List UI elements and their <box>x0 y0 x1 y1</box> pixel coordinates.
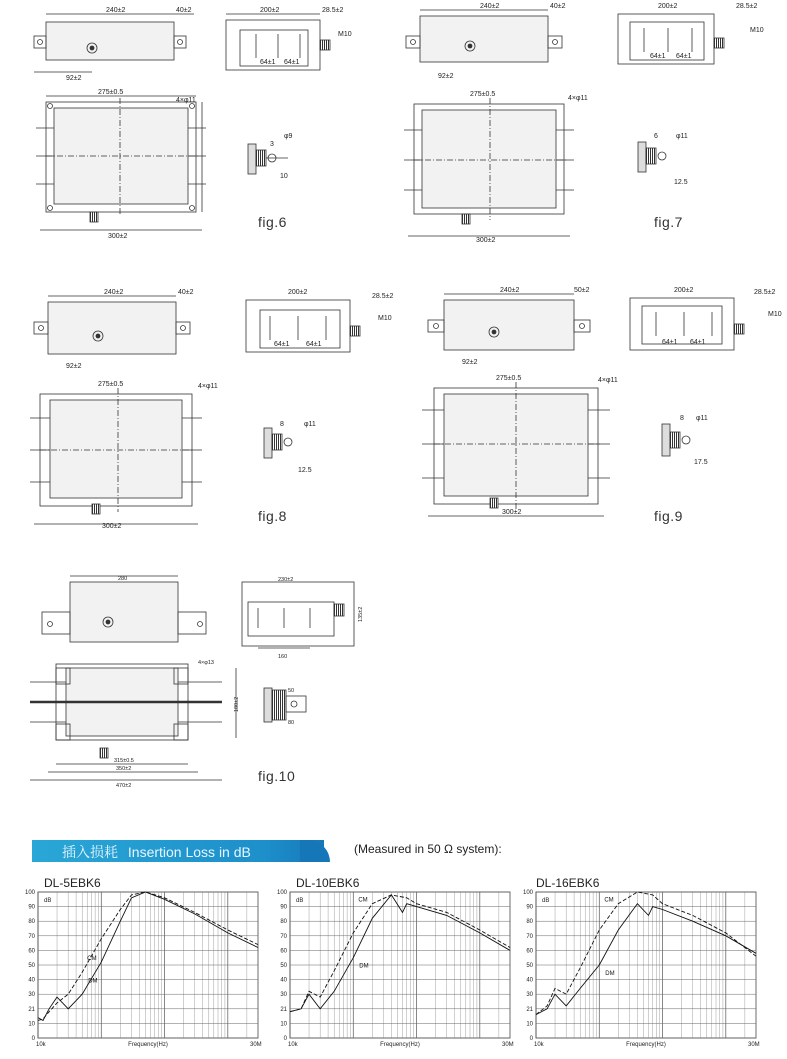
fig8-dim-holes: 4×φ11 <box>198 383 218 390</box>
fig9-dim-a: 8 <box>680 415 684 422</box>
fig8-dim-total: 300±2 <box>102 523 122 530</box>
fig7-dim-top-len: 240±2 <box>480 3 500 10</box>
fig10-dim-bottom: 160 <box>278 654 288 660</box>
fig10-dim-holes: 4×φ13 <box>198 660 214 666</box>
fig6-dim-pitch-b: 64±1 <box>284 59 300 66</box>
fig6-dim-a: 3 <box>270 141 274 148</box>
fig8-dim-a: 8 <box>280 421 284 428</box>
y-tick-label: 50 <box>28 963 35 969</box>
y-tick-label: 100 <box>522 890 533 896</box>
y-tick-label: 60 <box>526 948 533 955</box>
fig6-dim-offset: 92±2 <box>66 75 82 82</box>
fig6-dim-m10: M10 <box>338 31 352 38</box>
figure-6 <box>26 6 396 246</box>
y-tick-label: 90 <box>526 904 533 911</box>
insertion-loss-chart-1 <box>24 888 266 1054</box>
section-banner-tip <box>300 840 330 862</box>
fig9-dim-b: φ11 <box>696 415 708 422</box>
x-axis-label: Frequency(Hz) <box>128 1042 168 1048</box>
fig10-dim-inner: 315±0.5 <box>114 758 134 764</box>
fig10-dim-front-w: 230±2 <box>278 577 294 583</box>
fig7-dim-m10: M10 <box>750 27 764 34</box>
chart-title-2: DL-10EBK6 <box>296 876 360 890</box>
fig6-dim-total: 300±2 <box>108 233 128 240</box>
y-tick-label: 90 <box>280 904 287 911</box>
series-label: DM <box>359 963 369 970</box>
series-label: CM <box>604 897 614 904</box>
y-tick-label: 40 <box>28 977 35 984</box>
chart-title-3: DL-16EBK6 <box>536 876 600 890</box>
y-unit-label: dB <box>44 898 52 904</box>
fig7-dim-c: 12.5 <box>674 179 688 186</box>
fig10-dim-a: 50 <box>288 688 295 694</box>
x-tick-label: 30M <box>250 1042 262 1048</box>
series-label: CM <box>87 956 97 963</box>
fig9-dim-top-len: 240±2 <box>500 287 520 294</box>
fig7-dim-top-side: 40±2 <box>550 3 566 10</box>
y-tick-label: 60 <box>280 948 287 955</box>
y-unit-label: dB <box>296 898 304 904</box>
y-tick-label: 30 <box>280 992 287 999</box>
y-tick-label: 30 <box>28 992 35 999</box>
fig10-label: fig.10 <box>258 768 296 784</box>
fig9-dim-pitch-b: 64±1 <box>690 339 706 346</box>
fig8-drawing <box>26 288 406 532</box>
fig9-dim-pitch-a: 64±1 <box>662 339 678 346</box>
fig8-dim-inner-w: 275±0.5 <box>98 381 124 388</box>
y-tick-label: 100 <box>276 890 287 896</box>
y-tick-label: 0 <box>283 1036 287 1042</box>
fig8-dim-top-side: 40±2 <box>178 289 194 296</box>
fig7-dim-pitch-b: 64±1 <box>676 53 692 60</box>
banner-title-en: Insertion Loss in dB <box>127 844 251 860</box>
fig7-dim-b: φ11 <box>676 133 688 140</box>
figure-9 <box>414 286 784 530</box>
fig8-dim-top-len: 240±2 <box>104 289 124 296</box>
x-tick-label: 10k <box>36 1042 46 1048</box>
fig6-dim-front-w: 200±2 <box>260 7 280 14</box>
fig10-dim-mid: 350±2 <box>116 766 132 772</box>
fig6-dim-c: 10 <box>280 173 288 180</box>
y-tick-label: 10 <box>526 1021 533 1028</box>
fig6-dim-b: φ9 <box>284 133 293 140</box>
banner-title-cn: 插入损耗 <box>62 844 118 860</box>
section-banner-title <box>62 842 257 862</box>
y-tick-label: 80 <box>280 919 287 926</box>
y-tick-label: 60 <box>28 948 35 955</box>
y-tick-label: 40 <box>526 977 533 984</box>
x-tick-label: 10k <box>534 1042 544 1048</box>
y-tick-label: 0 <box>31 1036 35 1042</box>
fig9-label: fig.9 <box>654 508 683 524</box>
y-tick-label: 70 <box>526 933 533 940</box>
y-tick-label: 10 <box>280 1021 287 1028</box>
fig10-dim-top-len: 280 <box>118 576 128 582</box>
fig7-dim-offset: 92±2 <box>438 73 454 80</box>
y-tick-label: 10 <box>28 1021 35 1028</box>
fig6-dim-holes: 4×φ11 <box>176 97 196 104</box>
fig9-dim-front-w: 200±2 <box>674 287 694 294</box>
fig8-dim-m10: M10 <box>378 315 392 322</box>
fig10-dim-b: 80 <box>288 720 295 726</box>
fig6-dim-inner-w: 275±0.5 <box>98 89 124 96</box>
y-tick-label: 70 <box>28 933 35 940</box>
fig6-dim-front-side: 28.5±2 <box>322 7 344 14</box>
fig7-dim-front-w: 200±2 <box>658 3 678 10</box>
fig9-dim-front-side: 28.5±2 <box>754 289 776 296</box>
x-axis-label: Frequency(Hz) <box>626 1042 666 1048</box>
fig7-drawing <box>400 2 780 246</box>
fig10-dim-depth: 180±2 <box>234 696 240 712</box>
y-tick-label: 21 <box>280 1006 287 1013</box>
fig6-dim-pitch-a: 64±1 <box>260 59 276 66</box>
figure-8 <box>26 288 406 532</box>
x-tick-label: 10k <box>288 1042 298 1048</box>
fig8-dim-b: φ11 <box>304 421 316 428</box>
y-tick-label: 30 <box>526 992 533 999</box>
y-tick-label: 100 <box>24 890 35 896</box>
x-tick-label: 30M <box>748 1042 760 1048</box>
fig7-dim-a: 6 <box>654 133 658 140</box>
fig7-dim-total: 300±2 <box>476 237 496 244</box>
y-tick-label: 0 <box>529 1036 533 1042</box>
fig8-dim-pitch-a: 64±1 <box>274 341 290 348</box>
fig8-dim-c: 12.5 <box>298 467 312 474</box>
figure-7 <box>400 2 780 246</box>
insertion-loss-chart-2 <box>276 888 518 1054</box>
fig7-dim-front-side: 28.5±2 <box>736 3 758 10</box>
figure-10 <box>26 572 386 794</box>
fig6-dim-top-side: 40±2 <box>176 7 192 14</box>
fig8-dim-pitch-b: 64±1 <box>306 341 322 348</box>
series-label: CM <box>358 897 368 904</box>
y-tick-label: 21 <box>526 1006 533 1013</box>
fig7-dim-holes: 4×φ11 <box>568 95 588 102</box>
fig8-dim-front-w: 200±2 <box>288 289 308 296</box>
fig6-dim-top-len: 240±2 <box>106 7 126 14</box>
y-tick-label: 50 <box>526 963 533 969</box>
fig9-dim-total: 300±2 <box>502 509 522 516</box>
fig10-dim-total: 470±2 <box>116 783 132 789</box>
y-tick-label: 40 <box>280 977 287 984</box>
fig9-dim-offset: 92±2 <box>462 359 478 366</box>
y-unit-label: dB <box>542 898 550 904</box>
fig8-dim-front-side: 28.5±2 <box>372 293 394 300</box>
fig8-label: fig.8 <box>258 508 287 524</box>
fig7-label: fig.7 <box>654 214 683 230</box>
fig9-drawing <box>414 286 784 530</box>
fig9-dim-holes: 4×φ11 <box>598 377 618 384</box>
x-tick-label: 30M <box>502 1042 514 1048</box>
y-tick-label: 80 <box>526 919 533 926</box>
fig9-dim-c: 17.5 <box>694 459 708 466</box>
measured-note: (Measured in 50 Ω system): <box>354 842 502 856</box>
fig6-drawing <box>26 6 396 246</box>
fig9-dim-inner-w: 275±0.5 <box>496 375 522 382</box>
fig7-dim-pitch-a: 64±1 <box>650 53 666 60</box>
fig9-dim-m10: M10 <box>768 311 782 318</box>
x-axis-label: Frequency(Hz) <box>380 1042 420 1048</box>
fig10-dim-front-h: 135±2 <box>358 606 364 622</box>
insertion-loss-chart-3 <box>522 888 764 1054</box>
series-label: DM <box>605 971 615 977</box>
y-tick-label: 80 <box>28 919 35 926</box>
series-label: DM <box>88 978 98 985</box>
y-tick-label: 50 <box>280 963 287 969</box>
fig10-drawing <box>26 572 386 794</box>
fig8-dim-offset: 92±2 <box>66 363 82 370</box>
fig7-dim-inner-w: 275±0.5 <box>470 91 496 98</box>
fig9-dim-top-side: 50±2 <box>574 287 590 294</box>
y-tick-label: 21 <box>28 1006 35 1013</box>
y-tick-label: 90 <box>28 904 35 911</box>
y-tick-label: 70 <box>280 933 287 940</box>
chart-title-1: DL-5EBK6 <box>44 876 101 890</box>
fig6-label: fig.6 <box>258 214 287 230</box>
